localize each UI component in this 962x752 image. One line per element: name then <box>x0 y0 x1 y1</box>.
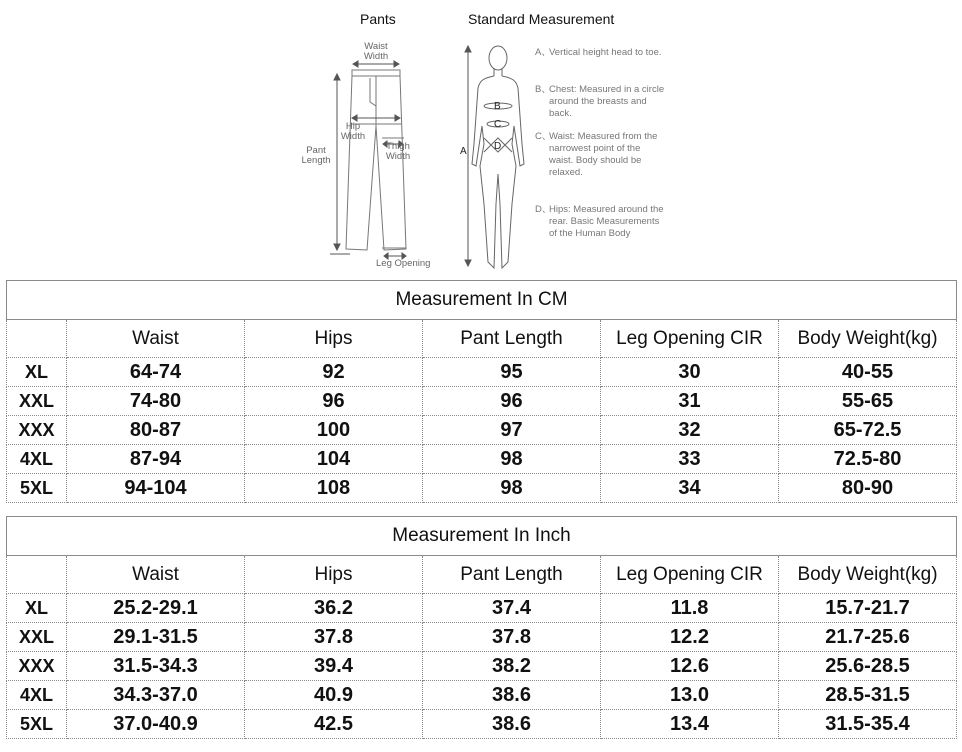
size-label: XXL <box>7 623 67 652</box>
table-cell: 32 <box>601 416 779 445</box>
table-title: Measurement In CM <box>7 281 957 320</box>
table-cell: 87-94 <box>67 445 245 474</box>
size-table-inch <box>6 516 957 739</box>
table-row <box>7 474 957 503</box>
table-cell: 31.5-35.4 <box>779 710 957 739</box>
table-cell: 37.8 <box>423 623 601 652</box>
header-cell-empty <box>7 556 67 594</box>
table-cell: 92 <box>245 358 423 387</box>
table-cell: 15.7-21.7 <box>779 594 957 623</box>
header-cell: Pant Length <box>423 320 601 358</box>
table-cell: 98 <box>423 474 601 503</box>
table-cell: 21.7-25.6 <box>779 623 957 652</box>
table-cell: 97 <box>423 416 601 445</box>
waist-width-label: Waist Width <box>363 41 389 62</box>
header-cell: Body Weight(kg) <box>779 320 957 358</box>
header-cell: Pant Length <box>423 556 601 594</box>
table-cell: 31 <box>601 387 779 416</box>
letter-c: C <box>494 119 502 130</box>
table-row <box>7 710 957 739</box>
table-row <box>7 358 957 387</box>
table-cell: 96 <box>245 387 423 416</box>
note-d: D、 Hips: Measured around the rear. Basic Measurements of the Human Body <box>535 204 664 239</box>
table-row <box>7 681 957 710</box>
table-cell: 28.5-31.5 <box>779 681 957 710</box>
table-cell: 11.8 <box>601 594 779 623</box>
table-cell: 80-87 <box>67 416 245 445</box>
table-cell: 55-65 <box>779 387 957 416</box>
table-cell: 12.6 <box>601 652 779 681</box>
table-cell: 34 <box>601 474 779 503</box>
header-cell: Hips <box>245 320 423 358</box>
thigh-width-label: Thigh Width <box>385 141 411 162</box>
table-cell: 100 <box>245 416 423 445</box>
letter-a: A <box>460 146 467 157</box>
header-cell: Body Weight(kg) <box>779 556 957 594</box>
table-cell: 37.8 <box>245 623 423 652</box>
size-label: 5XL <box>7 474 67 503</box>
table-cell: 13.4 <box>601 710 779 739</box>
header-cell-empty <box>7 320 67 358</box>
table-row <box>7 445 957 474</box>
size-label: 5XL <box>7 710 67 739</box>
leg-opening-label: Leg Opening <box>376 258 431 269</box>
size-label: XL <box>7 594 67 623</box>
table-cell: 33 <box>601 445 779 474</box>
table-cell: 42.5 <box>245 710 423 739</box>
table-cell: 31.5-34.3 <box>67 652 245 681</box>
table-cell: 65-72.5 <box>779 416 957 445</box>
table-row <box>7 623 957 652</box>
table-cell: 38.2 <box>423 652 601 681</box>
header-cell: Hips <box>245 556 423 594</box>
note-a: A、 Vertical height head to toe. <box>535 47 662 58</box>
table-cell: 98 <box>423 445 601 474</box>
table-cell: 74-80 <box>67 387 245 416</box>
size-label: 4XL <box>7 681 67 710</box>
size-label: 4XL <box>7 445 67 474</box>
letter-b: B <box>494 101 501 112</box>
table-cell: 40-55 <box>779 358 957 387</box>
table-cell: 30 <box>601 358 779 387</box>
size-label: XL <box>7 358 67 387</box>
letter-d: D <box>494 141 502 152</box>
table-cell: 12.2 <box>601 623 779 652</box>
table-cell: 40.9 <box>245 681 423 710</box>
table-cell: 108 <box>245 474 423 503</box>
table-cell: 36.2 <box>245 594 423 623</box>
body-diagram <box>462 34 532 274</box>
hip-width-label: Hip Width <box>340 121 366 142</box>
size-label: XXX <box>7 416 67 445</box>
table-cell: 37.0-40.9 <box>67 710 245 739</box>
standard-measurement-title: Standard Measurement <box>468 11 615 27</box>
table-cell: 39.4 <box>245 652 423 681</box>
table-cell: 94-104 <box>67 474 245 503</box>
header-cell: Waist <box>67 320 245 358</box>
size-label: XXL <box>7 387 67 416</box>
table-cell: 64-74 <box>67 358 245 387</box>
pant-length-label: Pant Length <box>301 145 331 166</box>
table-row <box>7 652 957 681</box>
size-table-cm <box>6 280 957 503</box>
table-cell: 13.0 <box>601 681 779 710</box>
table-cell: 34.3-37.0 <box>67 681 245 710</box>
table-cell: 95 <box>423 358 601 387</box>
table-title: Measurement In Inch <box>7 517 957 556</box>
table-cell: 38.6 <box>423 710 601 739</box>
table-cell: 80-90 <box>779 474 957 503</box>
table-row <box>7 416 957 445</box>
note-b: B、 Chest: Measured in a circle around the breasts and back. <box>535 84 665 119</box>
table-row <box>7 594 957 623</box>
table-header-row <box>7 320 957 358</box>
table-cell: 29.1-31.5 <box>67 623 245 652</box>
table-cell: 38.6 <box>423 681 601 710</box>
header-cell: Waist <box>67 556 245 594</box>
table-cell: 25.6-28.5 <box>779 652 957 681</box>
size-label: XXX <box>7 652 67 681</box>
table-header-row <box>7 556 957 594</box>
note-c: C、 Waist: Measured from the narrowest point of the waist. Body should be relaxed. <box>535 131 658 178</box>
header-cell: Leg Opening CIR <box>601 556 779 594</box>
pants-title: Pants <box>360 11 396 27</box>
measurement-illustration <box>290 0 690 278</box>
header-cell: Leg Opening CIR <box>601 320 779 358</box>
table-cell: 72.5-80 <box>779 445 957 474</box>
table-cell: 104 <box>245 445 423 474</box>
table-row <box>7 387 957 416</box>
table-cell: 25.2-29.1 <box>67 594 245 623</box>
table-cell: 96 <box>423 387 601 416</box>
table-cell: 37.4 <box>423 594 601 623</box>
